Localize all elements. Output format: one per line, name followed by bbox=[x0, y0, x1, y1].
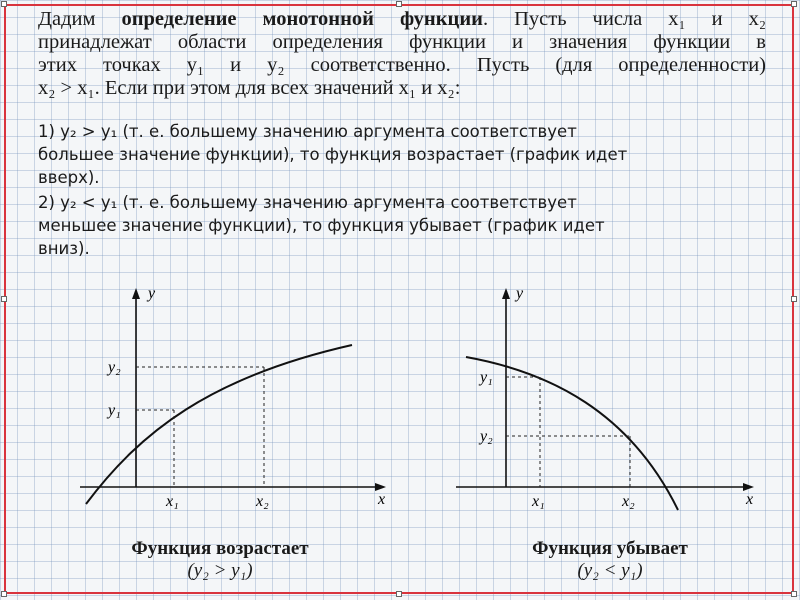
y1-tick-label: y₁ bbox=[108, 402, 121, 419]
definition-paragraph bbox=[38, 8, 766, 100]
case-line: 2) y₂ < y₁ (т. е. большему значению аргумента соответствует bbox=[38, 193, 577, 212]
y-axis-arrow bbox=[132, 288, 140, 299]
case-decreasing bbox=[38, 191, 766, 260]
x-axis-label: x bbox=[746, 491, 754, 508]
caption-condition: (y₂ < y₁) bbox=[577, 560, 643, 581]
resize-handle-bottom-right[interactable] bbox=[791, 591, 797, 597]
increasing-curve bbox=[86, 345, 352, 504]
paragraph-line bbox=[38, 8, 766, 31]
caption-condition: (y₂ > y₁) bbox=[187, 560, 253, 581]
resize-handle-middle-right[interactable] bbox=[791, 296, 797, 302]
caption-title: Функция возрастает bbox=[131, 538, 309, 559]
increasing-function-graph bbox=[60, 282, 400, 532]
resize-handle-bottom-center[interactable] bbox=[396, 591, 402, 597]
resize-handle-top-left[interactable] bbox=[1, 1, 7, 7]
x1-tick-label: x₁ bbox=[532, 493, 545, 510]
resize-handle-top-right[interactable] bbox=[791, 1, 797, 7]
case-line: меньшее значение функции), то функция убывает (график идет bbox=[38, 216, 605, 235]
case-increasing bbox=[38, 120, 766, 189]
x2-tick-label: x₂ bbox=[622, 493, 635, 510]
text-span: Дадим bbox=[38, 8, 122, 30]
x2-tick-label: x₂ bbox=[256, 493, 269, 510]
paragraph-line: x₂ > x₁. Если при этом для всех значений x₁ и x₂: bbox=[38, 77, 461, 99]
x-axis-arrow bbox=[743, 483, 754, 491]
paragraph-line: принадлежат области определения функции и значения функции в bbox=[38, 31, 766, 53]
y-axis-arrow bbox=[502, 288, 510, 299]
y2-tick-label: y₂ bbox=[108, 359, 121, 376]
x1-tick-label: x₁ bbox=[166, 493, 179, 510]
paragraph-line: этих точках y₁ и y₂ соответственно. Пусть (для определенности) bbox=[38, 54, 766, 76]
decreasing-function-graph bbox=[440, 282, 780, 532]
cases-list bbox=[38, 120, 766, 262]
text-span: . Пусть числа x₁ и x₂ bbox=[482, 8, 766, 30]
resize-handle-top-center[interactable] bbox=[396, 1, 402, 7]
resize-handle-middle-left[interactable] bbox=[1, 296, 7, 302]
y-axis-label: y bbox=[148, 285, 156, 302]
case-line: 1) y₂ > y₁ (т. е. большему значению аргумента соответствует bbox=[38, 122, 577, 141]
y1-tick-label: y₁ bbox=[480, 369, 493, 386]
increasing-caption bbox=[110, 538, 330, 582]
y2-tick-label: y₂ bbox=[480, 428, 493, 445]
case-line: вверх). bbox=[38, 168, 100, 187]
x-axis-label: x bbox=[378, 491, 386, 508]
x-axis-arrow bbox=[375, 483, 386, 491]
resize-handle-bottom-left[interactable] bbox=[1, 591, 7, 597]
case-line: вниз). bbox=[38, 239, 90, 258]
decreasing-caption bbox=[500, 538, 720, 582]
caption-title: Функция убывает bbox=[532, 538, 688, 559]
bold-term: определение монотонной функции bbox=[121, 8, 483, 30]
case-line: большее значение функции), то функция возрастает (график идет bbox=[38, 145, 628, 164]
y-axis-label: y bbox=[516, 285, 524, 302]
